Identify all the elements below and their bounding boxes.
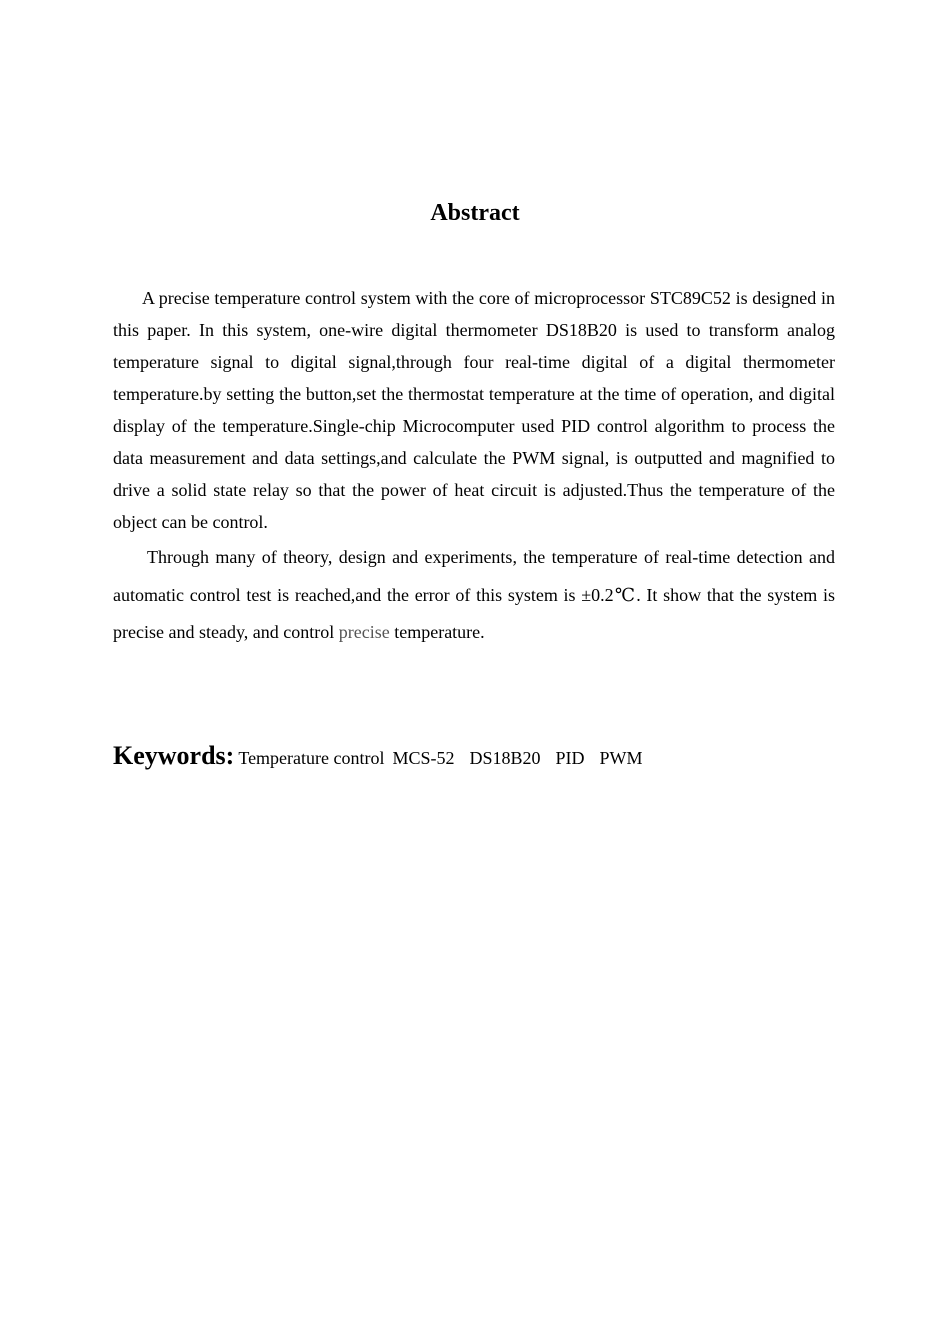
- paragraph-2-highlight: precise: [338, 622, 390, 642]
- keyword-item: DS18B20: [469, 748, 541, 768]
- keyword-item: MCS-52: [392, 748, 455, 768]
- keywords-label: Keywords:: [113, 741, 235, 770]
- paragraph-2-text-before: Through many of theory, design and experiments, the temperature of real-time detection and automatic control test is reached,and the error of this system is ±0.2℃. It show that the system is precise and steady, and control: [113, 547, 835, 642]
- abstract-paragraph-1: A precise temperature control system with the core of microprocessor STC89C52 is designed in this paper. In this system, one-wire digital thermometer DS18B20 is used to transform analog temperature signal to digital signal,through four real-time digital of a digital thermometer temperature.by setting the button,set the thermostat temperature at the time of operation, and digital display of the temperature.Single-chip Microcomputer used PID control algorithm to process the data measurement and data settings,and calculate the PWM signal, is outputted and magnified to drive a solid state relay so that the power of heat circuit is adjusted.Thus the temperature of the object can be control.: [113, 288, 835, 532]
- keyword-item: PWM: [599, 748, 643, 768]
- paragraph-2-text-after: temperature.: [389, 622, 485, 642]
- abstract-paragraph-2: [113, 539, 835, 652]
- keyword-item: PID: [555, 748, 585, 768]
- keyword-item: Temperature control: [238, 748, 385, 768]
- abstract-title: Abstract: [430, 200, 520, 226]
- abstract-body: [113, 282, 835, 652]
- keywords-line: [113, 738, 835, 778]
